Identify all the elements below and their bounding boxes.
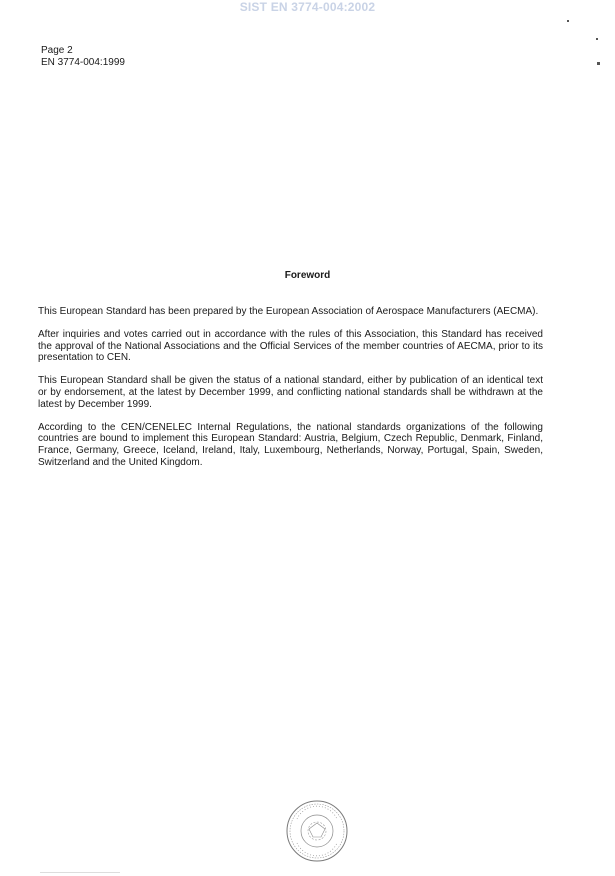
foreword-title: Foreword [284,270,331,281]
watermark: SIST EN 3774-004:2002 [239,0,376,14]
scan-edge-line [40,872,120,873]
foreword-paragraph-4: According to the CEN/CENELEC Internal Regulations, the national standards organizations of the following countries are bound to implement this European Standard: Austria, Belgium, Czech Republic, Denmark, Finland, France, Germany, Greece, Iceland, Ireland, Italy, Luxembourg, Netherlands, Norway, Portugal, Spain, Sweden, Switzerland and the United Kingdom. [38,421,543,468]
foreword-body [38,306,543,480]
page-header [41,45,125,69]
scan-speck [596,38,598,40]
page-number: Page 2 [41,45,73,56]
foreword-paragraph-1: This European Standard has been prepared by the European Association of Aerospace Manufacturers (AECMA). [38,306,539,317]
standard-id: EN 3774-004:1999 [41,57,125,68]
scan-speck [567,20,569,22]
foreword-paragraph-3: This European Standard shall be given the status of a national standard, either by publication of an identical text or by endorsement, at the latest by December 1999, and conflicting national standards shall be withdrawn at the latest by December 1999. [38,375,543,410]
scan-speck [597,62,600,65]
seal-stamp-icon [285,799,349,863]
foreword-paragraph-2: After inquiries and votes carried out in accordance with the rules of this Association, this Standard has received the approval of the National Associations and the Official Services of the member countries of AECMA, prior to its presentation to CEN. [38,328,543,364]
